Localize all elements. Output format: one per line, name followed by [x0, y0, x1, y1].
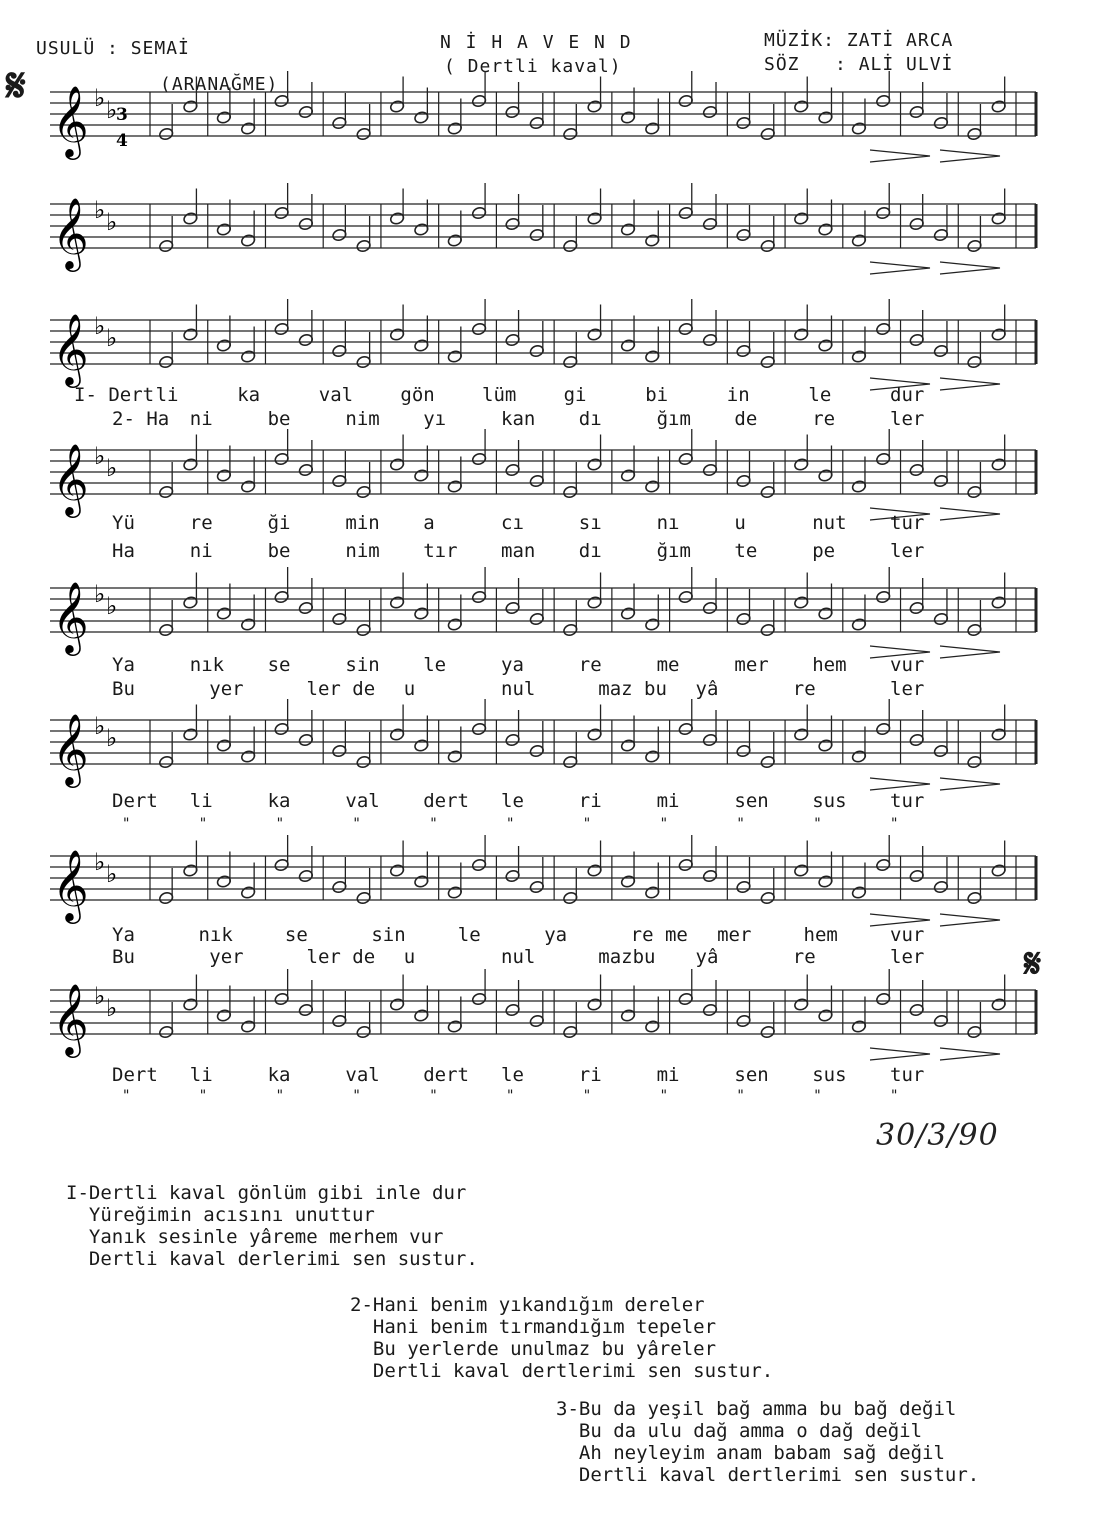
lyric-syllable: mazbu	[598, 946, 656, 968]
ditto-mark: "	[122, 816, 131, 832]
lyric-syllable: sen	[734, 790, 769, 812]
lyric-syllable: le	[423, 654, 447, 676]
lyric-syllable: u	[403, 946, 416, 968]
verse-line: 3-Bu da yeşil bağ amma bu bağ değil	[556, 1398, 957, 1420]
makam-title: N İ H A V E N D	[440, 32, 633, 53]
ditto-mark: "	[352, 816, 361, 832]
lyric-syllable: ni	[189, 408, 213, 430]
lyric-syllable: sı	[578, 512, 602, 534]
lyric-syllable: val	[318, 384, 354, 406]
ditto-mark: "	[813, 816, 822, 832]
lyric-syllable: I- Dert	[74, 384, 155, 406]
verse-line: Yanık sesinle yâreme merhem vur	[66, 1226, 444, 1248]
lyric-syllable: dur	[890, 384, 925, 406]
ditto-mark: "	[122, 1088, 131, 1104]
lyric-syllable: gön	[400, 384, 435, 406]
flat-sign: ♭	[106, 860, 118, 888]
ditto-mark: "	[506, 816, 515, 832]
decrescendo-mark	[940, 1048, 1000, 1060]
lyric-syllable: mer	[717, 924, 752, 946]
lyric-syllable: min	[345, 512, 380, 534]
lyric-syllable: dı	[578, 408, 602, 430]
verse-2	[350, 1294, 773, 1382]
lyric-syllable: ka	[237, 384, 261, 406]
ditto-mark: "	[890, 816, 899, 832]
lyric-syllable: ri	[578, 790, 602, 812]
lyric-syllable: nık	[189, 654, 225, 676]
flat-sign: ♭	[106, 208, 118, 236]
lyric-syllable: nim	[345, 408, 380, 430]
lyric-syllable: tur	[890, 512, 925, 534]
decrescendo-mark	[940, 646, 1000, 658]
lyric-syllable: le	[457, 924, 481, 946]
lyric-syllable: Bu	[112, 678, 135, 700]
lyric-syllable: Ya	[112, 654, 135, 676]
lyric-syllable: hem	[812, 654, 847, 676]
ditto-mark: "	[429, 1088, 438, 1104]
verse-line: Hani benim tırmandığım tepeler	[350, 1316, 717, 1338]
song-subtitle: ( Dertli kaval)	[444, 56, 622, 77]
lyric-syllable: Yü	[112, 512, 135, 534]
lyric-syllable: Dert	[112, 1064, 158, 1086]
ditto-mark: "	[736, 816, 745, 832]
decrescendo-mark	[940, 914, 1000, 926]
verse-line: Yüreğimin acısını unuttur	[66, 1204, 375, 1226]
lyric-syllable: ği	[267, 512, 291, 534]
verse-1	[66, 1182, 478, 1270]
time-signature-bottom: 4	[116, 131, 128, 151]
ditto-mark: "	[890, 1088, 899, 1104]
lyric-syllable: mi	[656, 790, 680, 812]
lyric-syllable: 2- Ha	[112, 408, 170, 430]
lyric-syllable: yâ	[695, 678, 719, 700]
lyric-syllable: sus	[812, 1064, 847, 1086]
ditto-mark: "	[736, 1088, 745, 1104]
flat-sign: ♭	[106, 724, 118, 752]
lyric-syllable: ğım	[656, 408, 691, 430]
lyric-syllable: man	[501, 540, 536, 562]
lyric-syllable: lüm	[482, 384, 517, 406]
crescendo-mark	[870, 150, 930, 162]
lyric-syllable: ler	[890, 678, 925, 700]
verse-line: Dertli kaval dertlerimi sen sustur.	[350, 1360, 774, 1382]
flat-sign: ♭	[106, 454, 118, 482]
ditto-mark: "	[659, 1088, 669, 1104]
lyric-syllable: in	[726, 384, 750, 406]
verse-line: Dertli kaval derlerimi sen sustur.	[66, 1248, 478, 1270]
lyric-syllable: dı	[578, 540, 602, 562]
composer-credit: MÜZİK: ZATİ ARCA	[764, 30, 954, 51]
lyric-syllable: u	[403, 678, 416, 700]
lyric-syllable: gi	[563, 384, 587, 406]
lyric-syllable: se	[267, 654, 291, 676]
lyric-syllable: ka	[267, 790, 291, 812]
lyric-syllable: re	[792, 678, 816, 700]
handwritten-date: 30/3/90	[876, 1118, 999, 1153]
lyric-syllable: bi	[645, 384, 669, 406]
lyric-syllable: re me	[630, 924, 688, 946]
ditto-mark: "	[429, 816, 438, 832]
section-label: (ARANAĞME)	[160, 74, 279, 95]
lyric-syllable: ler	[890, 540, 925, 562]
segno-icon: 𝄋	[1024, 940, 1042, 987]
flat-sign: ♭	[94, 312, 106, 340]
treble-clef-icon: 𝄞	[52, 442, 89, 515]
ditto-mark: "	[813, 1088, 822, 1104]
flat-sign: ♭	[94, 442, 106, 470]
lyric-syllable: yâ	[695, 946, 719, 968]
lyric-syllable: val	[345, 790, 380, 812]
decrescendo-mark	[940, 150, 1000, 162]
verse-line: Dertli kaval dertlerimi sen sustur.	[556, 1464, 980, 1486]
lyric-syllable: sus	[812, 790, 847, 812]
verse-line: 2-Hani benim yıkandığım dereler	[350, 1294, 705, 1316]
crescendo-mark	[870, 778, 930, 790]
lyric-syllable: hem	[803, 924, 838, 946]
ditto-mark: "	[659, 816, 669, 832]
lyric-syllable: li	[189, 1064, 213, 1086]
treble-clef-icon: 𝄞	[52, 84, 89, 157]
ditto-mark: "	[582, 816, 592, 832]
lyric-syllable: vur	[890, 924, 925, 946]
lyric-syllable: be	[267, 408, 291, 430]
ditto-mark: "	[506, 1088, 515, 1104]
flat-sign: ♭	[106, 96, 118, 124]
lyric-syllable: yer	[209, 946, 244, 968]
treble-clef-icon: 𝄞	[52, 712, 89, 785]
lyric-syllable: li	[155, 384, 179, 406]
lyric-syllable: sen	[734, 1064, 769, 1086]
lyric-syllable: pe	[812, 540, 836, 562]
lyric-syllable: be	[267, 540, 291, 562]
lyric-syllable: ka	[267, 1064, 291, 1086]
ditto-mark: "	[582, 1088, 592, 1104]
flat-sign: ♭	[94, 712, 106, 740]
lyric-syllable: re	[812, 408, 836, 430]
ditto-mark: "	[275, 1088, 285, 1104]
usul-label: USULÜ : SEMAİ	[36, 38, 190, 59]
lyric-syllable: sin	[345, 654, 380, 676]
lyric-syllable: ya	[544, 924, 568, 946]
crescendo-mark	[870, 262, 930, 274]
flat-sign: ♭	[94, 196, 106, 224]
ditto-mark: "	[352, 1088, 361, 1104]
lyric-syllable: tur	[890, 1064, 925, 1086]
lyric-syllable: me	[656, 654, 680, 676]
lyric-syllable: dert	[423, 790, 469, 812]
lyric-syllable: nul	[501, 946, 536, 968]
lyric-syllable: a	[423, 512, 435, 534]
treble-clef-icon: 𝄞	[52, 848, 89, 921]
lyric-syllable: ri	[578, 1064, 602, 1086]
lyric-syllable: Ya	[112, 924, 135, 946]
lyric-syllable: de	[734, 408, 758, 430]
lyric-syllable: ler de	[306, 678, 376, 700]
ditto-mark: "	[198, 816, 208, 832]
ditto-mark: "	[198, 1088, 208, 1104]
verse-line: I-Dertli kaval gönlüm gibi inle dur	[66, 1182, 467, 1204]
lyric-syllable: re	[792, 946, 816, 968]
flat-sign: ♭	[94, 848, 106, 876]
verse-line: Bu yerlerde unulmaz bu yâreler	[350, 1338, 717, 1360]
lyric-syllable: nut	[812, 512, 847, 534]
lyric-syllable: nık	[198, 924, 233, 946]
lyric-syllable: te	[734, 540, 758, 562]
lyric-syllable: maz bu	[598, 678, 667, 700]
lyric-syllable: Dert	[112, 790, 158, 812]
flat-sign: ♭	[94, 580, 106, 608]
flat-sign: ♭	[94, 982, 106, 1010]
verse-line: Bu da ulu dağ amma o dağ değil	[556, 1420, 923, 1442]
lyric-syllable: le	[501, 1064, 524, 1086]
flat-sign: ♭	[106, 324, 118, 352]
decrescendo-mark	[940, 508, 1000, 520]
lyric-syllable: mer	[734, 654, 769, 676]
lyric-syllable: ya	[501, 654, 524, 676]
treble-clef-icon: 𝄞	[52, 982, 89, 1055]
lyric-syllable: le	[501, 790, 524, 812]
segno-icon: 𝄋	[6, 58, 26, 112]
lyric-syllable: yer	[209, 678, 244, 700]
lyric-syllable: sin	[371, 924, 406, 946]
lyric-syllable: Ha	[112, 540, 135, 562]
lyric-syllable: ler	[890, 408, 925, 430]
lyric-syllable: nul	[501, 678, 536, 700]
lyric-syllable: tır	[423, 540, 458, 562]
flat-sign: ♭	[94, 84, 106, 112]
crescendo-mark	[870, 1048, 930, 1060]
lyric-syllable: cı	[501, 512, 524, 534]
lyric-syllable: se	[284, 924, 308, 946]
decrescendo-mark	[940, 262, 1000, 274]
lyric-syllable: mi	[656, 1064, 680, 1086]
flat-sign: ♭	[106, 592, 118, 620]
lyric-syllable: ler de	[306, 946, 376, 968]
treble-clef-icon: 𝄞	[52, 312, 89, 385]
ditto-mark: "	[275, 816, 285, 832]
lyric-syllable: le	[808, 384, 832, 406]
lyric-syllable: li	[189, 790, 213, 812]
treble-clef-icon: 𝄞	[52, 196, 89, 269]
lyric-syllable: yı	[423, 408, 447, 430]
lyric-syllable: ler	[890, 946, 925, 968]
lyric-syllable: val	[345, 1064, 380, 1086]
lyric-syllable: vur	[890, 654, 925, 676]
flat-sign: ♭	[106, 994, 118, 1022]
verse-line: Ah neyleyim anam babam sağ değil	[556, 1442, 945, 1464]
lyricist-credit: SÖZ : ALİ ULVİ	[764, 54, 954, 75]
lyric-syllable: nı	[656, 512, 680, 534]
lyric-syllable: re	[189, 512, 213, 534]
lyric-syllable: u	[734, 512, 746, 534]
decrescendo-mark	[940, 778, 1000, 790]
lyric-syllable: dert	[423, 1064, 469, 1086]
time-signature-top: 3	[116, 105, 128, 125]
lyric-syllable: re	[578, 654, 602, 676]
lyric-syllable: nim	[345, 540, 380, 562]
treble-clef-icon: 𝄞	[52, 580, 89, 653]
verse-3	[556, 1398, 979, 1486]
lyric-syllable: ni	[189, 540, 213, 562]
lyric-syllable: kan	[501, 408, 536, 430]
lyric-syllable: Bu	[112, 946, 135, 968]
lyric-syllable: tur	[890, 790, 925, 812]
lyric-syllable: ğım	[656, 540, 691, 562]
decrescendo-mark	[940, 378, 1000, 390]
